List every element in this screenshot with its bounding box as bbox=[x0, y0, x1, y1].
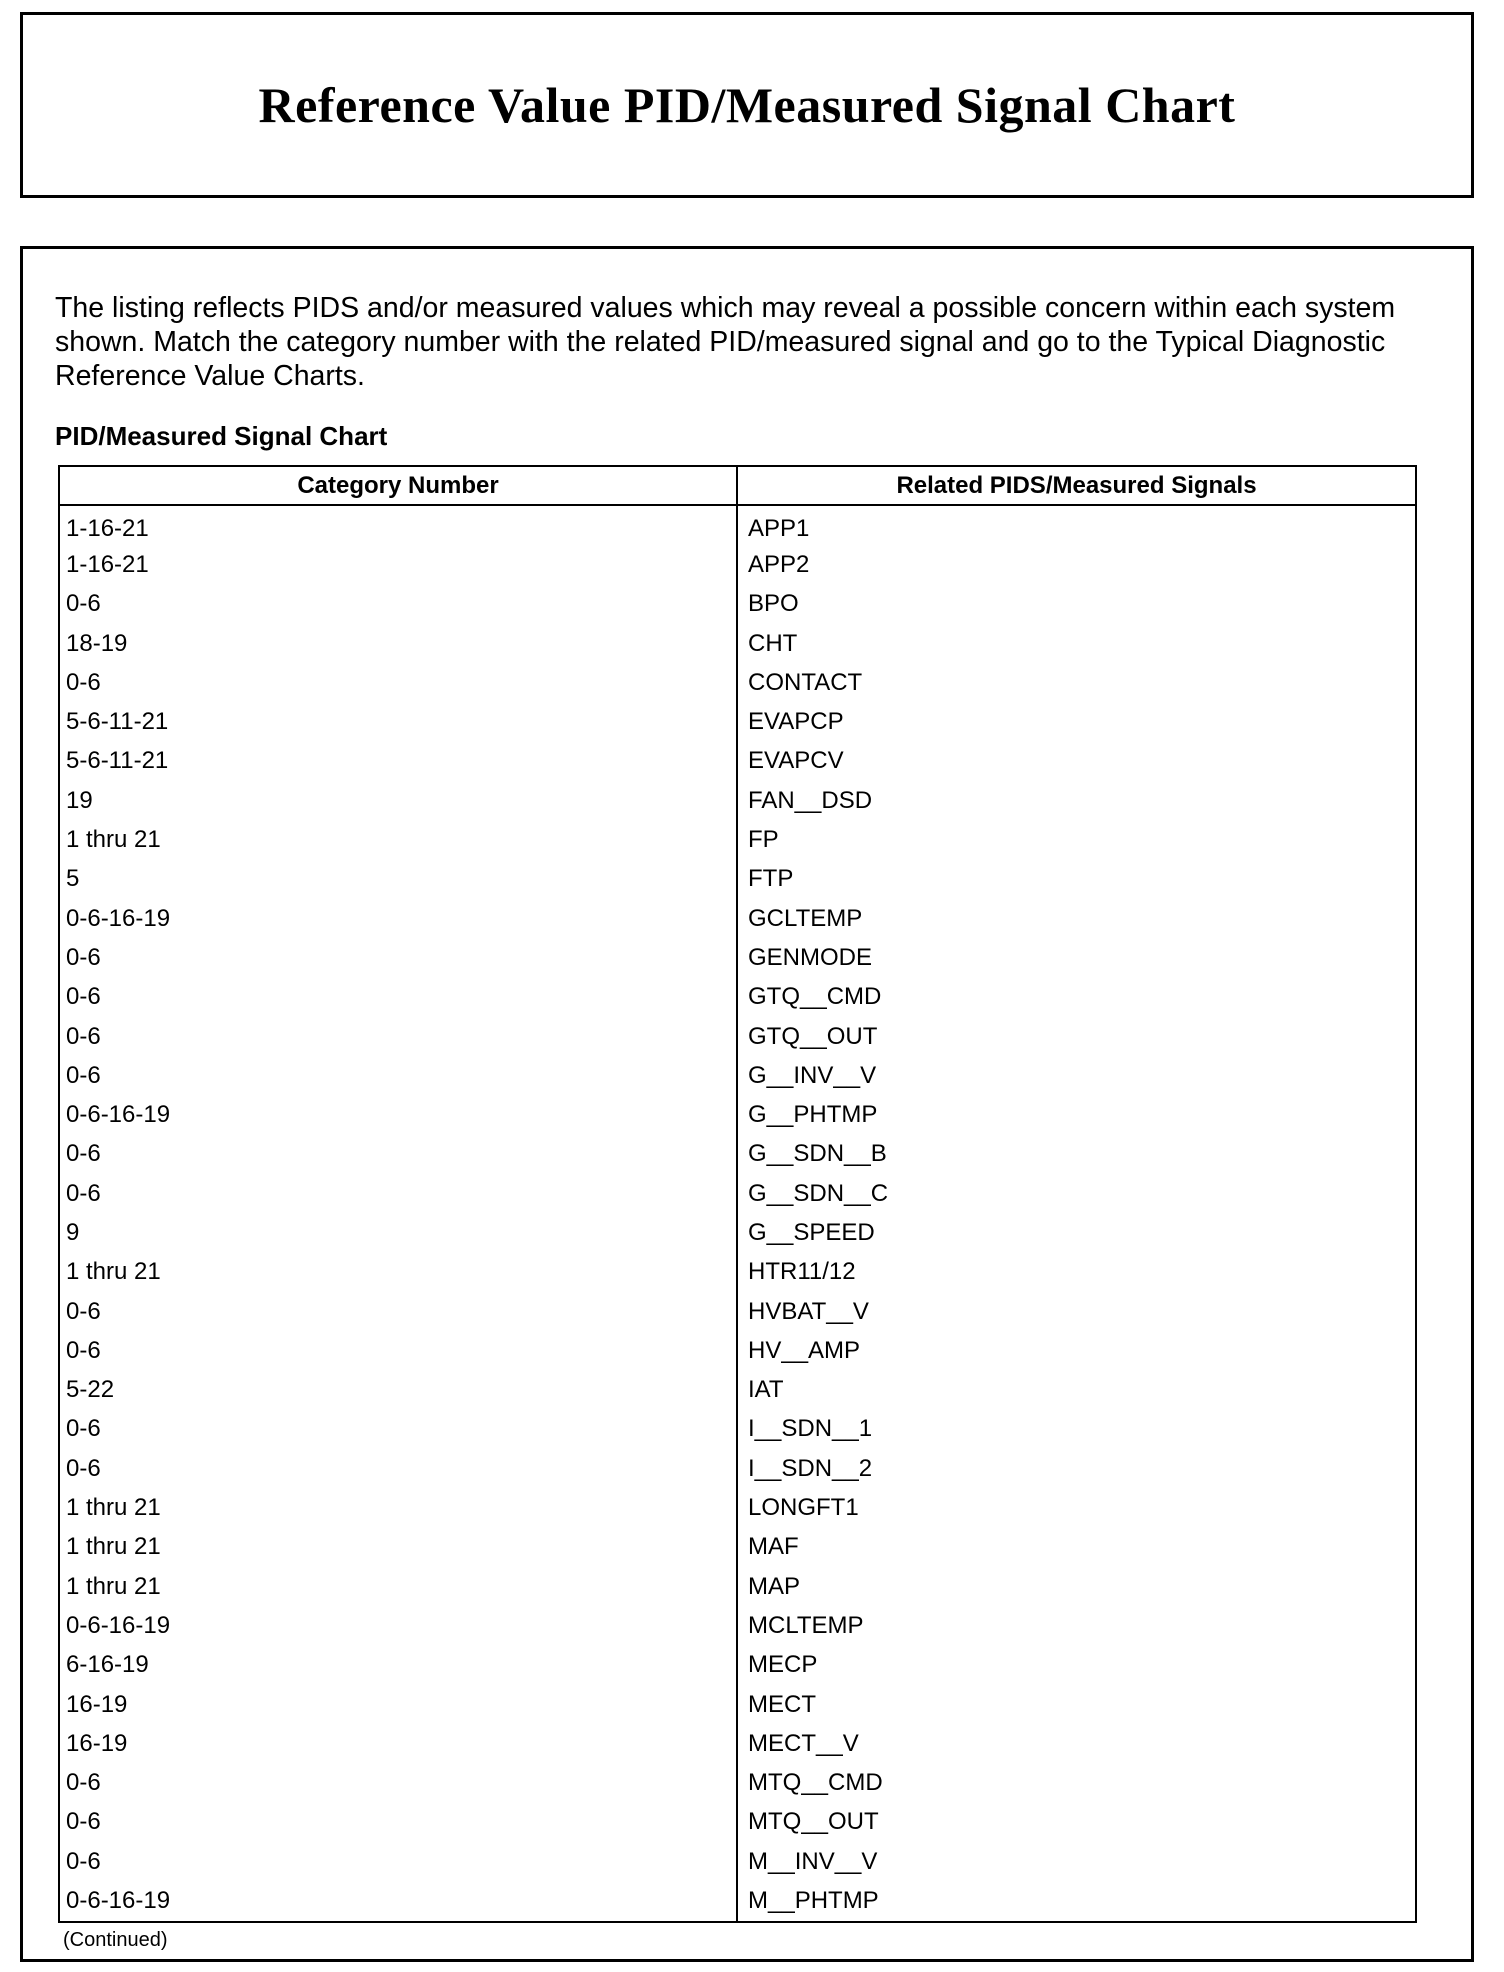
table-row bbox=[60, 1567, 1415, 1606]
table-row bbox=[60, 1292, 1415, 1331]
signal-name-cell: G__SPEED bbox=[748, 1218, 875, 1246]
table-row bbox=[60, 781, 1415, 820]
signal-name-cell: G__SDN__C bbox=[748, 1179, 889, 1207]
table-row bbox=[60, 1646, 1415, 1685]
signal-name-cell: I__SDN__1 bbox=[748, 1415, 873, 1443]
signal-name-cell: I__SDN__2 bbox=[748, 1454, 873, 1482]
table-row bbox=[60, 702, 1415, 741]
signal-name-cell: GTQ__OUT bbox=[748, 1022, 878, 1050]
table-row bbox=[60, 1685, 1415, 1724]
content-box bbox=[20, 246, 1474, 1962]
table-row bbox=[60, 1213, 1415, 1252]
table-row bbox=[60, 938, 1415, 977]
signal-name-cell: HTR11/12 bbox=[748, 1258, 856, 1286]
category-number-cell: 0-6 bbox=[60, 1410, 738, 1449]
table-row bbox=[60, 624, 1415, 663]
table-row bbox=[60, 1017, 1415, 1056]
signal-name-cell: CHT bbox=[748, 629, 798, 657]
signal-name-cell: MECP bbox=[748, 1651, 818, 1679]
category-number-cell: 0-6-16-19 bbox=[60, 1881, 738, 1920]
category-number-cell: 18-19 bbox=[60, 624, 738, 663]
table-row bbox=[60, 1331, 1415, 1370]
category-number-cell: 6-16-19 bbox=[60, 1646, 738, 1685]
category-number-cell: 5 bbox=[60, 860, 738, 899]
signal-name-cell: M__INV__V bbox=[748, 1847, 878, 1875]
signal-name-cell: MECT__V bbox=[748, 1729, 859, 1757]
table-row bbox=[60, 978, 1415, 1017]
table-row bbox=[60, 1724, 1415, 1763]
category-number-cell: 5-6-11-21 bbox=[60, 702, 738, 741]
signal-name-cell: MTQ__CMD bbox=[748, 1769, 883, 1797]
category-number-cell: 0-6 bbox=[60, 978, 738, 1017]
category-number-cell: 0-6 bbox=[60, 663, 738, 702]
signal-name-cell: EVAPCP bbox=[748, 708, 844, 736]
table-row bbox=[60, 1095, 1415, 1134]
category-number-cell: 1 thru 21 bbox=[60, 1528, 738, 1567]
category-number-cell: 19 bbox=[60, 781, 738, 820]
intro-paragraph: The listing reflects PIDS and/or measured values which may reveal a possible concern within each system shown. Match the category number with the related PID/measured signal and go to the Typical Diagnostic Reference Value Charts. bbox=[55, 292, 1396, 392]
signal-name-cell: FTP bbox=[748, 865, 794, 893]
category-number-cell: 0-6 bbox=[60, 1017, 738, 1056]
signal-name-cell: APP1 bbox=[748, 514, 810, 542]
header-category-number: Category Number bbox=[60, 467, 738, 504]
pid-signal-table bbox=[58, 465, 1417, 1923]
signal-name-cell: GENMODE bbox=[748, 943, 873, 971]
table-caption: PID/Measured Signal Chart bbox=[55, 421, 388, 451]
category-number-cell: 16-19 bbox=[60, 1685, 738, 1724]
header-related-pids: Related PIDS/Measured Signals bbox=[896, 471, 1257, 499]
table-row bbox=[60, 663, 1415, 702]
category-number-cell: 9 bbox=[60, 1213, 738, 1252]
signal-name-cell: MCLTEMP bbox=[748, 1611, 864, 1639]
signal-name-cell: MTQ__OUT bbox=[748, 1808, 879, 1836]
category-number-cell: 0-6 bbox=[60, 1842, 738, 1881]
signal-name-cell: GTQ__CMD bbox=[748, 983, 882, 1011]
table-row bbox=[60, 506, 1415, 545]
category-number-cell: 5-22 bbox=[60, 1371, 738, 1410]
signal-name-cell: MECT bbox=[748, 1690, 816, 1718]
table-row bbox=[60, 742, 1415, 781]
signal-name-cell: FP bbox=[748, 826, 779, 854]
category-number-cell: 0-6 bbox=[60, 938, 738, 977]
signal-name-cell: G__INV__V bbox=[748, 1061, 877, 1089]
signal-name-cell: IAT bbox=[748, 1376, 784, 1404]
category-number-cell: 0-6 bbox=[60, 585, 738, 624]
table-row bbox=[60, 585, 1415, 624]
category-number-cell: 1 thru 21 bbox=[60, 820, 738, 859]
category-number-cell: 0-6-16-19 bbox=[60, 899, 738, 938]
category-number-cell: 0-6 bbox=[60, 1174, 738, 1213]
signal-name-cell: LONGFT1 bbox=[748, 1494, 859, 1522]
table-row bbox=[60, 545, 1415, 584]
category-number-cell: 0-6-16-19 bbox=[60, 1095, 738, 1134]
signal-name-cell: G__SDN__B bbox=[748, 1140, 887, 1168]
title-box bbox=[20, 12, 1474, 198]
table-row bbox=[60, 1842, 1415, 1881]
category-number-cell: 0-6 bbox=[60, 1449, 738, 1488]
table-header bbox=[60, 467, 1415, 506]
table-row bbox=[60, 1174, 1415, 1213]
category-number-cell: 0-6 bbox=[60, 1764, 738, 1803]
category-number-cell: 1-16-21 bbox=[60, 506, 738, 545]
table-row bbox=[60, 1803, 1415, 1842]
signal-name-cell: HV__AMP bbox=[748, 1336, 861, 1364]
table-row bbox=[60, 1371, 1415, 1410]
table-row bbox=[60, 1056, 1415, 1095]
category-number-cell: 1 thru 21 bbox=[60, 1567, 738, 1606]
signal-name-cell: GCLTEMP bbox=[748, 904, 863, 932]
table-row bbox=[60, 1449, 1415, 1488]
table-row bbox=[60, 1488, 1415, 1527]
table-body bbox=[60, 506, 1415, 1921]
category-number-cell: 0-6 bbox=[60, 1135, 738, 1174]
table-row bbox=[60, 1410, 1415, 1449]
category-number-cell: 0-6 bbox=[60, 1056, 738, 1095]
signal-name-cell: MAF bbox=[748, 1533, 799, 1561]
category-number-cell: 5-6-11-21 bbox=[60, 742, 738, 781]
category-number-cell: 0-6 bbox=[60, 1803, 738, 1842]
signal-name-cell: MAP bbox=[748, 1572, 801, 1600]
category-number-cell: 1 thru 21 bbox=[60, 1488, 738, 1527]
table-row bbox=[60, 860, 1415, 899]
category-number-cell: 1-16-21 bbox=[60, 545, 738, 584]
continued-note: (Continued) bbox=[63, 1929, 168, 1951]
category-number-cell: 1 thru 21 bbox=[60, 1253, 738, 1292]
table-row bbox=[60, 899, 1415, 938]
signal-name-cell: M__PHTMP bbox=[748, 1887, 879, 1915]
category-number-cell: 0-6 bbox=[60, 1292, 738, 1331]
category-number-cell: 0-6 bbox=[60, 1331, 738, 1370]
table-row bbox=[60, 1764, 1415, 1803]
table-row bbox=[60, 1606, 1415, 1645]
table-row bbox=[60, 1135, 1415, 1174]
category-number-cell: 16-19 bbox=[60, 1724, 738, 1763]
signal-name-cell: FAN__DSD bbox=[748, 786, 873, 814]
signal-name-cell: HVBAT__V bbox=[748, 1297, 869, 1325]
signal-name-cell: EVAPCV bbox=[748, 747, 844, 775]
table-row bbox=[60, 1528, 1415, 1567]
table-row bbox=[60, 1253, 1415, 1292]
page-title: Reference Value PID/Measured Signal Chart bbox=[258, 77, 1236, 133]
table-row bbox=[60, 1881, 1415, 1920]
table-row bbox=[60, 820, 1415, 859]
signal-name-cell: CONTACT bbox=[748, 668, 863, 696]
signal-name-cell: BPO bbox=[748, 590, 799, 618]
category-number-cell: 0-6-16-19 bbox=[60, 1606, 738, 1645]
signal-name-cell: G__PHTMP bbox=[748, 1101, 878, 1129]
signal-name-cell: APP2 bbox=[748, 550, 810, 578]
